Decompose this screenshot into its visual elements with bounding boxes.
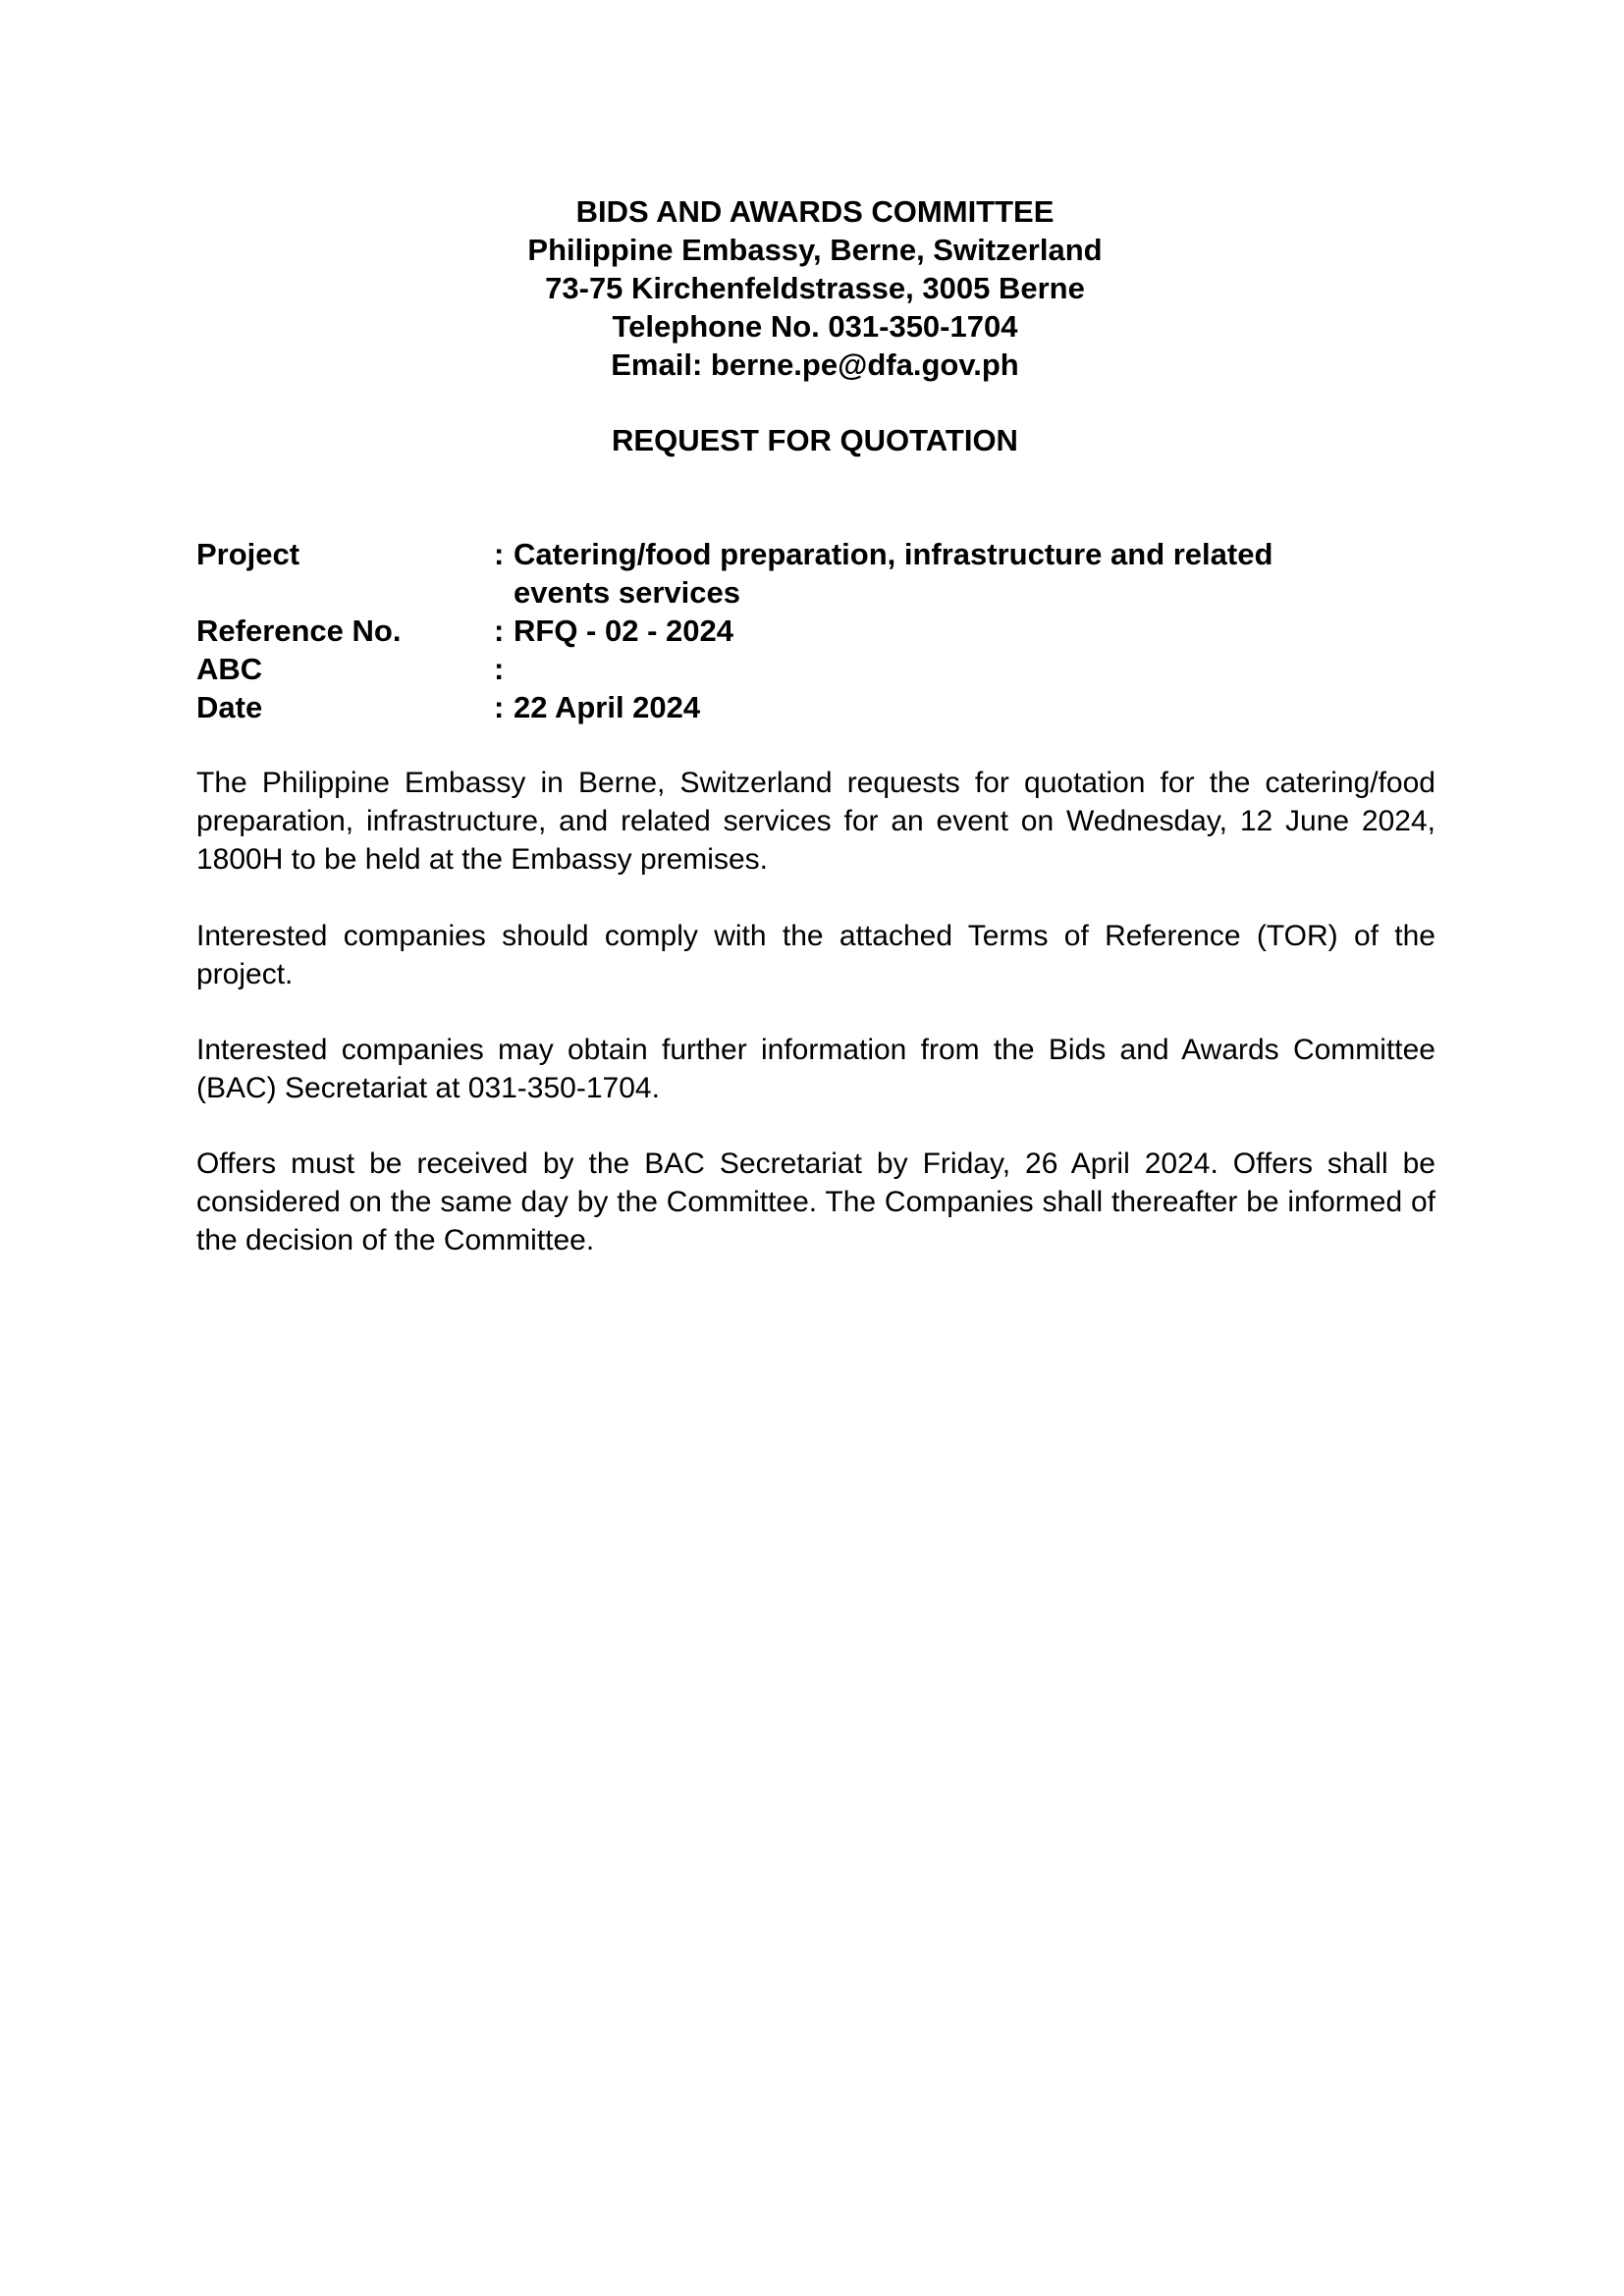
date-label: Date — [196, 690, 263, 724]
abc-value — [514, 650, 1434, 688]
abc-row — [196, 650, 1434, 688]
embassy-address: 73-75 Kirchenfeldstrasse, 3005 Berne — [545, 271, 1085, 305]
embassy-name: Philippine Embassy, Berne, Switzerland — [527, 233, 1103, 267]
telephone-number: Telephone No. 031-350-1704 — [612, 309, 1018, 344]
paragraph-deadline: Offers must be received by the BAC Secretariat by Friday, 26 April 2024. Offers shall be considered on the same day by the Committee. The Companies shall thereafter be informed of the decision of the Committee. — [196, 1148, 1435, 1256]
date-colon: : — [494, 690, 505, 724]
paragraph-information: Interested companies may obtain further information from the Bids and Awards Committee (BAC) Secretariat at 031-350-1704. — [196, 1034, 1435, 1104]
reference-label: Reference No. — [196, 614, 402, 648]
document-title: REQUEST FOR QUOTATION — [612, 423, 1018, 457]
project-label: Project — [196, 537, 300, 571]
abc-colon: : — [494, 652, 505, 686]
date-row — [196, 688, 1434, 726]
project-row — [196, 535, 1434, 612]
project-colon: : — [494, 537, 505, 571]
project-value: Catering/food preparation, infrastructure and related events services — [514, 537, 1273, 610]
paragraph-tor: Interested companies should comply with the attached Terms of Reference (TOR) of the project. — [196, 920, 1435, 990]
letterhead — [196, 192, 1434, 384]
email-address: Email: berne.pe@dfa.gov.ph — [611, 347, 1019, 382]
reference-colon: : — [494, 614, 505, 648]
reference-value: RFQ - 02 - 2024 — [514, 614, 733, 648]
paragraph-request: The Philippine Embassy in Berne, Switzerland requests for quotation for the catering/food preparation, infrastructure, and related services for an event on Wednesday, 12 June 2024, 1800H to be held at the Embassy premises. — [196, 767, 1435, 876]
date-value: 22 April 2024 — [514, 690, 701, 724]
rfq-details — [196, 535, 1434, 726]
committee-name: BIDS AND AWARDS COMMITTEE — [575, 194, 1055, 229]
abc-label: ABC — [196, 652, 263, 686]
reference-row — [196, 612, 1434, 650]
